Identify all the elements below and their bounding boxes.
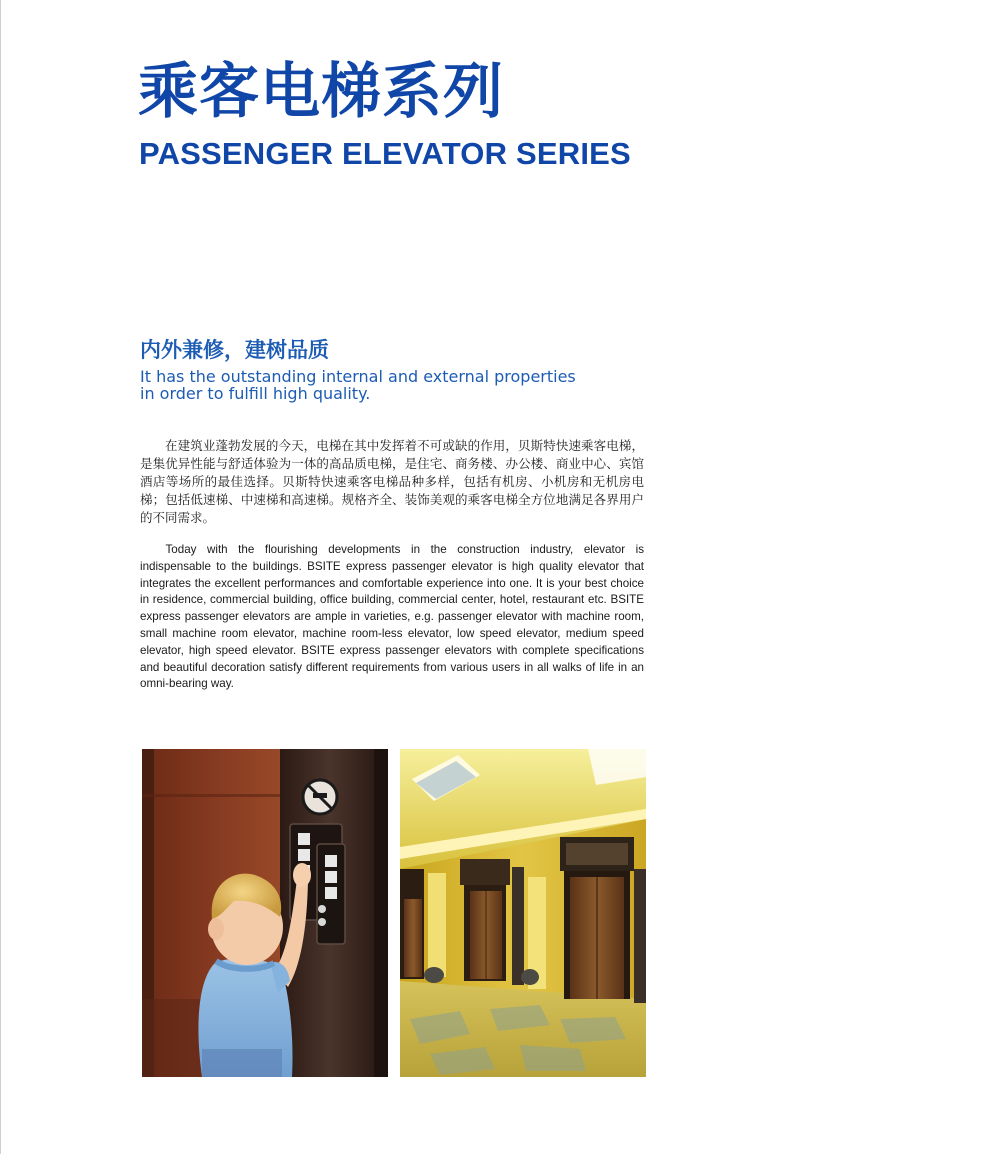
child-pressing-elevator-button-photo <box>142 749 388 1077</box>
subtitle-en-line2: in order to fulfill high quality. <box>140 384 371 403</box>
page-title-english: PASSENGER ELEVATOR SERIES <box>139 136 631 171</box>
page-border <box>0 0 1 1154</box>
subtitle-en-line1: It has the outstanding internal and external properties <box>140 367 576 386</box>
hotel-elevator-lobby-photo <box>400 749 646 1077</box>
page-title-chinese: 乘客电梯系列 <box>138 57 504 127</box>
body-paragraph-english: Today with the flourishing developments in the construction industry, elevator is indispensable to the buildings. BSITE express passenger elevator is high quality elevator that integrates the excellent performances and comfortable experience into one. It is your best choice in residence, commercial building, office building, commercial center, hotel, restaurant etc. BSITE express passenger elevators are ample in varieties, e.g. passenger elevator with machine room, small machine room elevator, machine room-less elevator, low speed elevator, medium speed elevator, high speed elevator. BSITE express passenger elevators with complete specifications and beautiful decoration satisfy different requirements from various users in all walks of life in an omni-bearing way. <box>140 543 644 691</box>
section-subtitle-chinese: 内外兼修，建树品质 <box>140 338 329 362</box>
section-subtitle-english <box>140 368 576 402</box>
body-paragraph-chinese: 在建筑业蓬勃发展的今天，电梯在其中发挥着不可或缺的作用，贝斯特快速乘客电梯，是集优异性能与舒适体验为一体的高品质电梯，是住宅、商务楼、办公楼、商业中心、宾馆酒店等场所的最佳选择。贝斯特快速乘客电梯品种多样，包括有机房、小机房和无机房电梯；包括低速梯、中速梯和高速梯。规格齐全、装饰美观的乘客电梯全方位地满足各界用户的不同需求。 <box>140 438 644 525</box>
